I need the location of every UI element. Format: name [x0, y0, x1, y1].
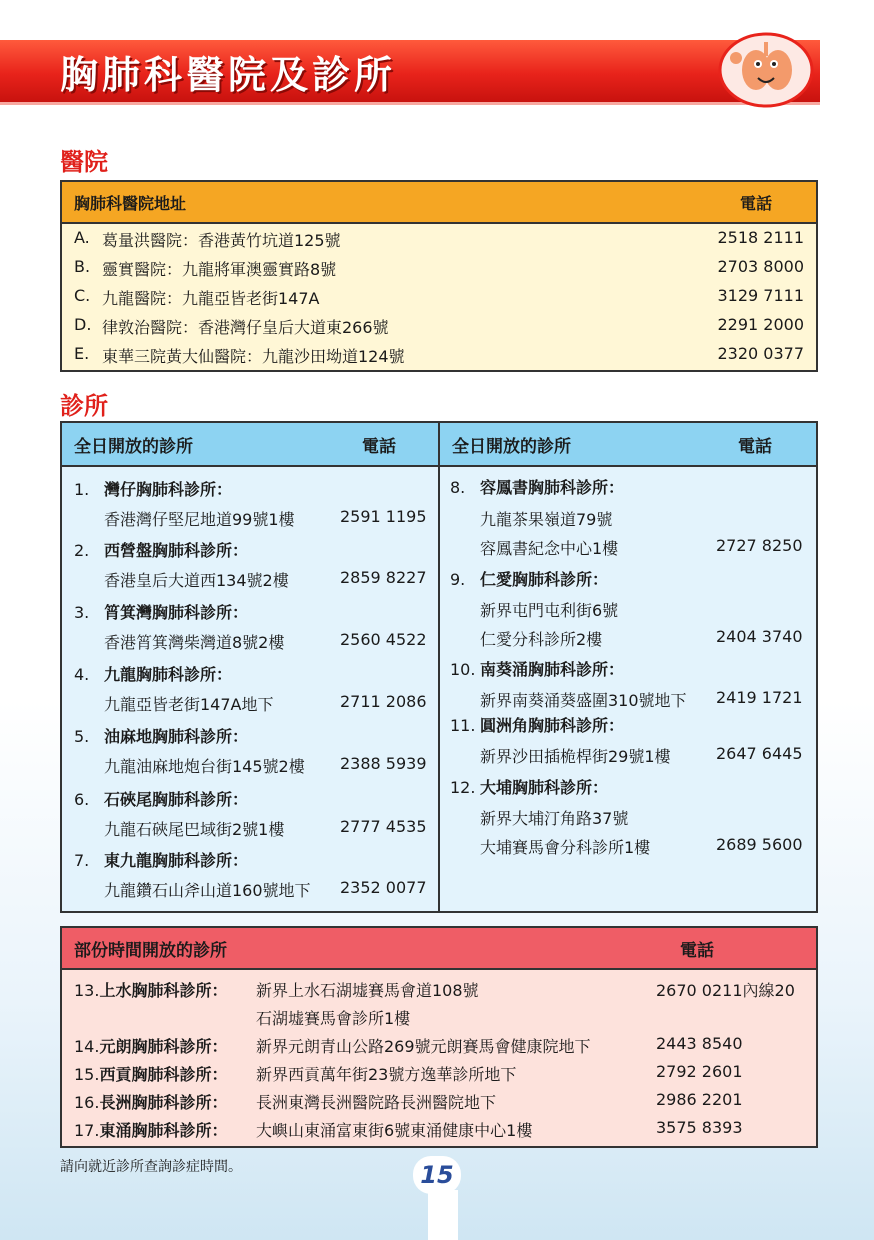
hospital-table-header	[62, 182, 816, 224]
phone-number: 2792 2601	[656, 1062, 743, 1081]
hospital-address: 九龍醫院：九龍亞皆老街147A	[102, 289, 320, 308]
row-label: C.	[74, 286, 91, 305]
clinic-name: 灣仔胸肺科診所：	[104, 480, 233, 499]
clinic-name: 大埔胸肺科診所：	[480, 778, 609, 797]
table-row	[74, 315, 804, 343]
clinic-address: 九龍茶果嶺道79號	[480, 510, 613, 529]
item-number: 11.	[450, 716, 476, 735]
table-row	[74, 1118, 227, 1141]
clinic-heading: 診所	[60, 392, 108, 420]
phone-number: 2647 6445	[716, 744, 803, 763]
clinic-address: 香港筲箕灣柴灣道8號2樓	[104, 633, 285, 652]
clinic-address: 新界大埔汀角路37號	[480, 809, 629, 828]
clinic-address: 九龍鑽石山斧山道160號地下	[104, 881, 311, 900]
phone-column-header: 電話	[738, 437, 772, 457]
phone-number: 2689 5600	[716, 835, 803, 854]
item-number: 12.	[450, 778, 476, 797]
clinic-table	[60, 421, 818, 913]
item-number: 1.	[74, 480, 90, 499]
clinic-address: 新界上水石湖墟賽馬會道108號	[256, 981, 479, 1000]
table-row	[74, 1034, 227, 1057]
clinic-name: 西貢胸肺科診所：	[99, 1065, 228, 1084]
clinic-name: 容鳳書胸肺科診所：	[480, 478, 625, 497]
item-number: 15.	[74, 1065, 100, 1084]
full-day-column-header: 全日開放的診所	[452, 437, 571, 457]
part-time-table-header	[62, 928, 816, 970]
item-number: 4.	[74, 665, 90, 684]
clinic-name: 東涌胸肺科診所：	[99, 1121, 228, 1140]
lung-mascot-icon	[712, 24, 818, 112]
phone-column-header: 電話	[680, 941, 714, 961]
phone-number: 2518 2111	[717, 228, 804, 247]
table-row	[74, 344, 804, 372]
row-label: E.	[74, 344, 90, 363]
phone-column-header: 電話	[362, 437, 396, 457]
phone-number: 2703 8000	[717, 257, 804, 276]
clinic-name: 九龍胸肺科診所：	[104, 665, 233, 684]
clinic-name: 石硤尾胸肺科診所：	[104, 790, 249, 809]
phone-number: 2727 8250	[716, 536, 803, 555]
phone-number: 2591 1195	[340, 507, 427, 526]
clinic-address: 香港皇后大道西134號2樓	[104, 571, 289, 590]
hospital-address: 東華三院黃大仙醫院：九龍沙田坳道124號	[102, 347, 405, 366]
item-number: 7.	[74, 851, 90, 870]
hospital-address: 葛量洪醫院：香港黃竹坑道125號	[102, 231, 341, 250]
table-row	[74, 978, 227, 1001]
item-number: 8.	[450, 478, 466, 497]
clinic-address: 九龍亞皆老街147A地下	[104, 695, 274, 714]
clinic-address: 新界屯門屯利街6號	[480, 601, 619, 620]
clinic-address: 香港灣仔堅尼地道99號1樓	[104, 510, 295, 529]
hospital-table	[60, 180, 818, 372]
phone-number: 2777 4535	[340, 817, 427, 836]
phone-number: 2352 0077	[340, 878, 427, 897]
item-number: 17.	[74, 1121, 100, 1140]
row-label: A.	[74, 228, 90, 247]
hospital-address: 律敦治醫院：香港灣仔皇后大道東266號	[102, 318, 389, 337]
clinic-address: 大嶼山東涌富東街6號東涌健康中心1樓	[256, 1121, 533, 1140]
clinic-address: 容鳳書紀念中心1樓	[480, 539, 619, 558]
clinic-address: 新界西貢萬年街23號方逸華診所地下	[256, 1065, 517, 1084]
phone-number: 2859 8227	[340, 568, 427, 587]
title-banner	[0, 40, 820, 102]
clinic-address: 新界元朗青山公路269號元朗賽馬會健康院地下	[256, 1037, 591, 1056]
clinic-name: 西營盤胸肺科診所：	[104, 541, 249, 560]
phone-number: 2711 2086	[340, 692, 427, 711]
phone-number: 2320 0377	[717, 344, 804, 363]
clinic-name: 圓洲角胸肺科診所：	[480, 716, 625, 735]
table-row	[74, 257, 804, 285]
phone-number: 2404 3740	[716, 627, 803, 646]
phone-number: 2986 2201	[656, 1090, 743, 1109]
clinic-address: 長洲東灣長洲醫院路長洲醫院地下	[256, 1093, 497, 1112]
item-number: 2.	[74, 541, 90, 560]
table-row	[74, 1090, 227, 1113]
item-number: 5.	[74, 727, 90, 746]
page-title: 胸肺科醫院及診所	[60, 53, 397, 97]
clinic-name: 油麻地胸肺科診所：	[104, 727, 249, 746]
phone-number: 2560 4522	[340, 630, 427, 649]
clinic-name: 上水胸肺科診所：	[99, 981, 228, 1000]
page-tab	[428, 1190, 458, 1240]
part-time-column-header: 部份時間開放的診所	[74, 941, 227, 961]
item-number: 9.	[450, 570, 466, 589]
clinic-name: 南葵涌胸肺科診所：	[480, 660, 625, 679]
phone-number: 2443 8540	[656, 1034, 743, 1053]
phone-column-header: 電話	[740, 194, 773, 213]
phone-number: 2291 2000	[717, 315, 804, 334]
phone-number: 2670 0211內線20	[656, 981, 795, 1000]
phone-number: 2388 5939	[340, 754, 427, 773]
table-row	[74, 286, 804, 314]
item-number: 16.	[74, 1093, 100, 1112]
row-label: B.	[74, 257, 91, 276]
table-row	[74, 1062, 227, 1085]
clinic-address: 九龍石硤尾巴域街2號1樓	[104, 820, 285, 839]
footnote: 請向就近診所查詢診症時間。	[60, 1159, 242, 1175]
hospital-heading: 醫院	[60, 148, 108, 176]
clinic-address: 九龍油麻地炮台街145號2樓	[104, 757, 305, 776]
item-number: 10.	[450, 660, 476, 679]
clinic-address: 大埔賽馬會分科診所1樓	[480, 838, 651, 857]
item-number: 13.	[74, 981, 100, 1000]
page-number: 15	[413, 1156, 461, 1194]
address-column-header: 胸肺科醫院地址	[74, 194, 187, 213]
column-divider	[438, 423, 440, 911]
row-label: D.	[74, 315, 92, 334]
clinic-name: 筲箕灣胸肺科診所：	[104, 603, 249, 622]
phone-number: 3129 7111	[717, 286, 804, 305]
item-number: 14.	[74, 1037, 100, 1056]
phone-number: 3575 8393	[656, 1118, 743, 1137]
clinic-address: 新界沙田插桅桿街29號1樓	[480, 747, 671, 766]
table-row	[74, 228, 804, 256]
full-day-column-header: 全日開放的診所	[74, 437, 193, 457]
phone-number: 2419 1721	[716, 688, 803, 707]
clinic-address: 新界南葵涌葵盛圍310號地下	[480, 691, 687, 710]
hospital-address: 靈實醫院：九龍將軍澳靈實路8號	[102, 260, 337, 279]
clinic-name: 長洲胸肺科診所：	[99, 1093, 228, 1112]
clinic-name: 東九龍胸肺科診所：	[104, 851, 249, 870]
part-time-clinic-table	[60, 926, 818, 1148]
item-number: 6.	[74, 790, 90, 809]
clinic-name: 元朗胸肺科診所：	[99, 1037, 228, 1056]
clinic-address: 石湖墟賽馬會診所1樓	[256, 1009, 411, 1028]
item-number: 3.	[74, 603, 90, 622]
clinic-address: 仁愛分科診所2樓	[480, 630, 603, 649]
clinic-name: 仁愛胸肺科診所：	[480, 570, 609, 589]
